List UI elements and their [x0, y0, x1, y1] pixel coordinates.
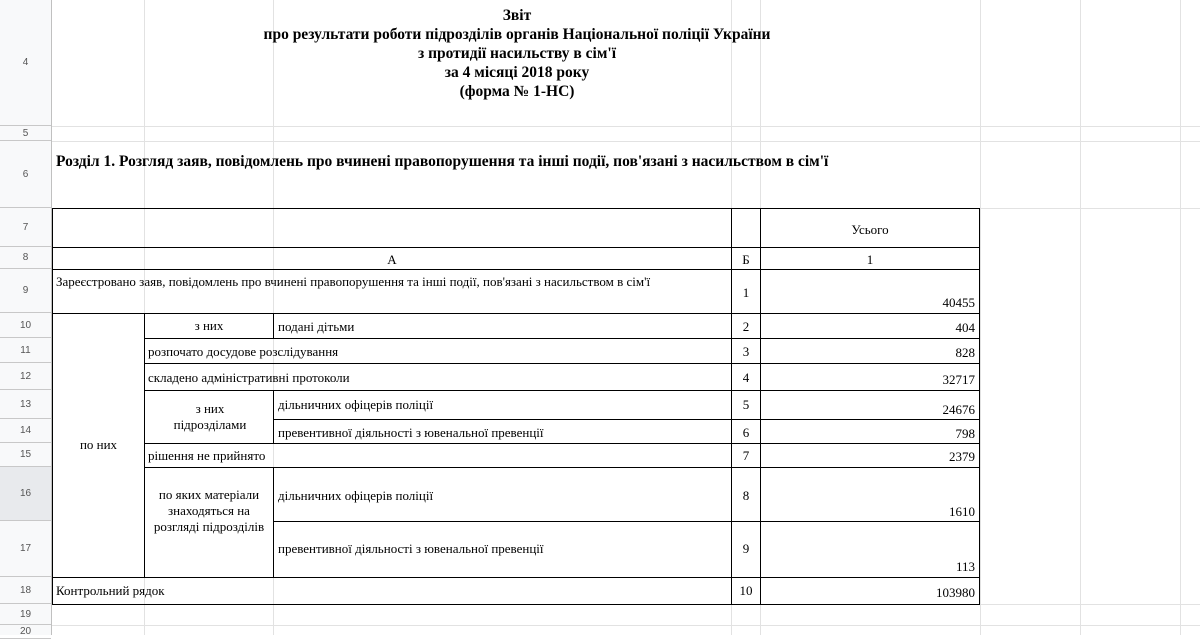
po-nykh-label[interactable]: по них: [79, 437, 118, 452]
report-title: [52, 0, 982, 101]
row-number[interactable]: 11: [0, 338, 51, 363]
row5-label[interactable]: дільничних офіцерів поліції: [278, 397, 434, 412]
row-number[interactable]: 18: [0, 577, 51, 604]
title-line: (форма № 1-НС): [459, 83, 575, 100]
row4-value[interactable]: 32717: [942, 372, 975, 387]
row-number[interactable]: 20: [0, 625, 51, 639]
header-col-a[interactable]: А: [387, 252, 397, 267]
row2-label[interactable]: подані дітьми: [278, 319, 355, 334]
row10-value[interactable]: 103980: [936, 585, 975, 600]
row-number[interactable]: 9: [0, 269, 51, 313]
row-number[interactable]: 5: [0, 126, 51, 141]
row10-label[interactable]: Контрольний рядок: [56, 583, 165, 598]
row6-value[interactable]: 798: [955, 426, 975, 441]
z-nykh-pidrozdilamy-label[interactable]: з них підрозділами: [173, 401, 247, 432]
row10-number[interactable]: 10: [739, 583, 753, 598]
row-number[interactable]: 16: [0, 467, 51, 521]
row1-value[interactable]: 40455: [942, 295, 975, 310]
row7-label[interactable]: рішення не прийнято: [148, 448, 266, 463]
title-line: про результати роботи підрозділів органів Національної поліції України: [263, 26, 771, 43]
row5-value[interactable]: 24676: [942, 402, 975, 417]
row-number[interactable]: 10: [0, 313, 51, 338]
row8-value[interactable]: 1610: [949, 504, 975, 519]
row8-label[interactable]: дільничних офіцерів поліції: [278, 488, 434, 503]
row1-number[interactable]: 1: [742, 285, 750, 300]
row8-number[interactable]: 8: [742, 488, 750, 503]
row6-number[interactable]: 6: [742, 425, 750, 440]
row-number[interactable]: 19: [0, 604, 51, 625]
row3-value[interactable]: 828: [955, 345, 975, 360]
row3-label[interactable]: розпочато досудове розслідування: [148, 344, 339, 359]
row4-number[interactable]: 4: [742, 370, 750, 385]
row2-number[interactable]: 2: [742, 319, 750, 334]
row1-label[interactable]: Зареєстровано заяв, повідомлень про вчинені правопорушення та інші події, пов'язані з насильством в сім'ї: [56, 274, 651, 289]
row-number[interactable]: 15: [0, 443, 51, 467]
row4-label[interactable]: складено адміністративні протоколи: [148, 370, 350, 385]
row9-number[interactable]: 9: [742, 541, 750, 556]
row-number[interactable]: 13: [0, 390, 51, 419]
title-line: Звіт: [502, 7, 532, 24]
row3-number[interactable]: 3: [742, 344, 750, 359]
row7-number[interactable]: 7: [742, 448, 750, 463]
row-number[interactable]: 6: [0, 141, 51, 208]
row-number[interactable]: 4: [0, 0, 51, 126]
row9-value[interactable]: 113: [955, 559, 975, 574]
header-col-1[interactable]: 1: [866, 252, 874, 267]
row2-value[interactable]: 404: [955, 320, 975, 335]
header-col-b[interactable]: Б: [742, 252, 750, 267]
row-number[interactable]: 14: [0, 419, 51, 443]
row7-value[interactable]: 2379: [949, 449, 975, 464]
row-number[interactable]: 17: [0, 521, 51, 577]
title-line: з протидії насильству в сім'ї: [417, 45, 617, 62]
materials-label[interactable]: по яких матеріали знаходяться на розгляді підрозділів: [153, 487, 265, 534]
section-title: Розділ 1. Розгляд заяв, повідомлень про вчинені правопорушення та інші події, пов'язані з насильством в сім'ї: [56, 153, 829, 170]
row-number[interactable]: 8: [0, 247, 51, 269]
row5-number[interactable]: 5: [742, 397, 750, 412]
row9-label[interactable]: превентивної діяльності з ювенальної превенції: [278, 541, 544, 556]
row-number[interactable]: 12: [0, 363, 51, 390]
z-nykh-label[interactable]: з них: [194, 318, 224, 333]
row6-label[interactable]: превентивної діяльності з ювенальної превенції: [278, 425, 544, 440]
row-number[interactable]: 7: [0, 208, 51, 247]
header-total[interactable]: Усього: [851, 222, 889, 237]
title-line: за 4 місяці 2018 року: [444, 64, 590, 81]
